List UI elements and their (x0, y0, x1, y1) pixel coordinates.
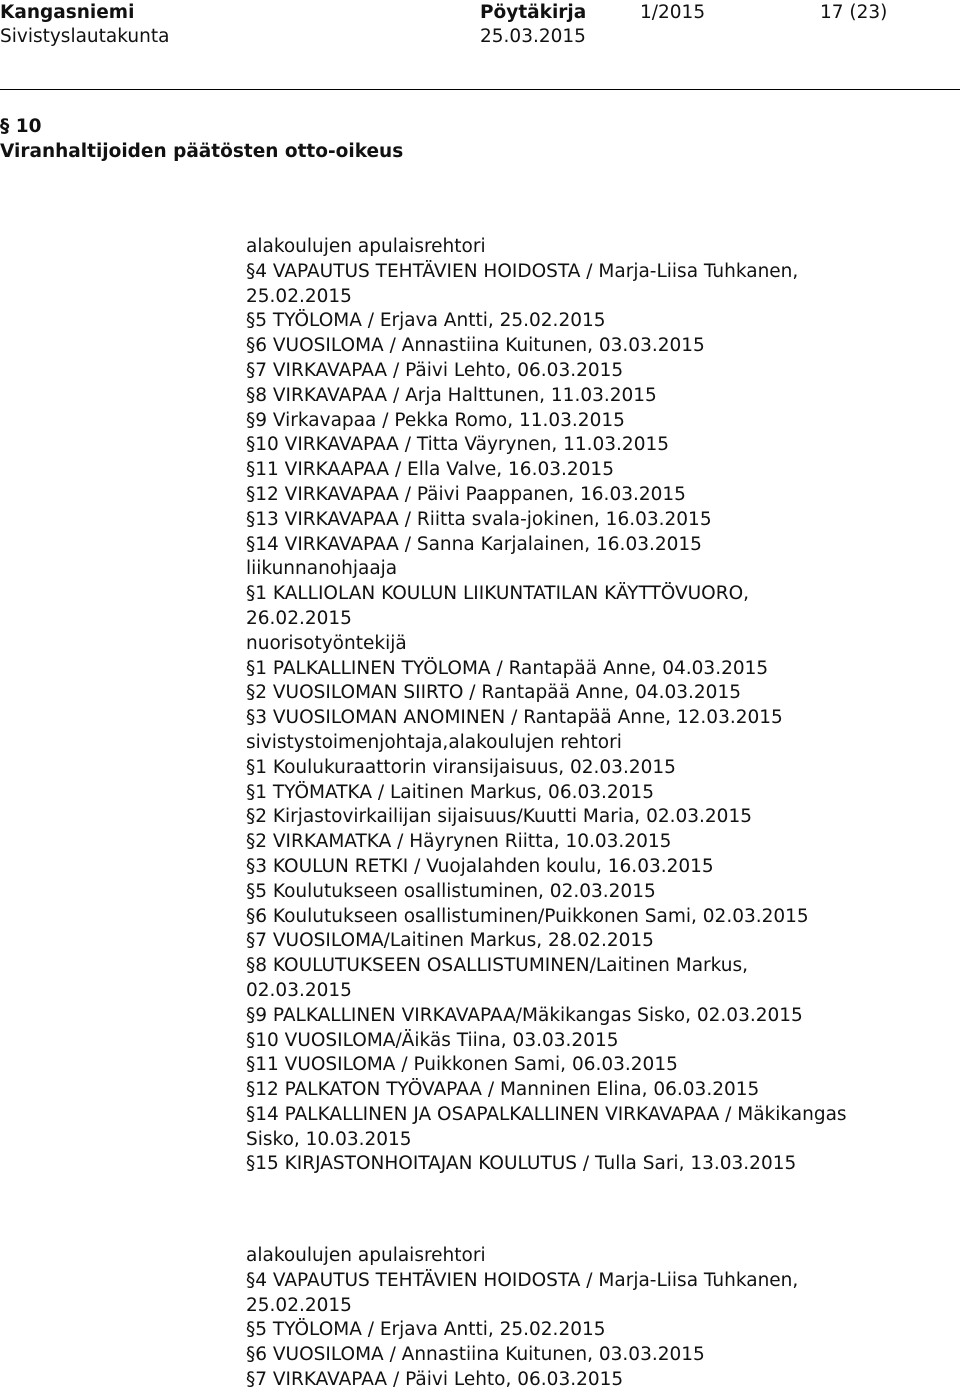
decision-list-2 (246, 1244, 946, 1393)
list-line: §3 KOULUN RETKI / Vuojalahden koulu, 16.03.2015 (246, 855, 714, 877)
list-line: §14 VIRKAVAPAA / Sanna Karjalainen, 16.03.2015 (246, 533, 702, 555)
list-line: §7 VIRKAVAPAA / Päivi Lehto, 06.03.2015 (246, 359, 624, 381)
list-line: §2 Kirjastovirkailijan sijaisuus/Kuutti Maria, 02.03.2015 (246, 806, 752, 828)
list-line: alakoulujen apulaisrehtori (246, 1245, 486, 1266)
list-line: §11 VUOSILOMA / Puikkonen Sami, 06.03.2015 (246, 1054, 678, 1076)
header-org: Kangasniemi (0, 2, 135, 23)
list-line: §2 VUOSILOMAN SIIRTO / Rantapää Anne, 04.03.2015 (246, 682, 741, 704)
section-title: Viranhaltijoiden päätösten otto-oikeus (0, 141, 404, 162)
list-line: alakoulujen apulaisrehtori (246, 236, 486, 257)
list-line: §2 VIRKAMATKA / Häyrynen Riitta, 10.03.2015 (246, 831, 672, 853)
list-line: §14 PALKALLINEN JA OSAPALKALLINEN VIRKAVAPAA / Mäkikangas (246, 1103, 847, 1125)
list-line: §10 VUOSILOMA/Äikäs Tiina, 03.03.2015 (246, 1029, 619, 1051)
list-line: §5 TYÖLOMA / Erjava Antti, 25.02.2015 (246, 310, 606, 332)
header-board: Sivistyslautakunta (0, 26, 170, 47)
header-divider (0, 89, 960, 90)
list-line: §10 VIRKAVAPAA / Titta Väyrynen, 11.03.2015 (246, 434, 670, 456)
list-line: nuorisotyöntekijä (246, 632, 407, 654)
header-doc-type: Pöytäkirja (480, 2, 587, 23)
list-line: Sisko, 10.03.2015 (246, 1128, 412, 1150)
header-issue: 1/2015 (640, 2, 706, 23)
list-line: 25.02.2015 (246, 1294, 352, 1316)
page-header (0, 0, 960, 50)
list-line: 02.03.2015 (246, 979, 352, 1001)
list-line: §4 VAPAUTUS TEHTÄVIEN HOIDOSTA / Marja-Liisa Tuhkanen, (246, 260, 799, 282)
list-line: §1 Koulukuraattorin viransijaisuus, 02.03.2015 (246, 756, 676, 778)
list-line: §11 VIRKAAPAA / Ella Valve, 16.03.2015 (246, 459, 614, 481)
list-line: §15 KIRJASTONHOITAJAN KOULUTUS / Tulla Sari, 13.03.2015 (246, 1153, 797, 1175)
list-line: sivistystoimenjohtaja,alakoulujen rehtori (246, 731, 622, 753)
list-line: 25.02.2015 (246, 285, 352, 307)
header-page: 17 (23) (820, 2, 888, 23)
header-date: 25.03.2015 (480, 26, 586, 47)
list-line: §6 VUOSILOMA / Annastiina Kuitunen, 03.03.2015 (246, 1344, 705, 1366)
list-line: §1 TYÖMATKA / Laitinen Markus, 06.03.2015 (246, 781, 654, 803)
list-line: §1 PALKALLINEN TYÖLOMA / Rantapää Anne, 04.03.2015 (246, 657, 769, 679)
list-line: §12 VIRKAVAPAA / Päivi Paappanen, 16.03.2015 (246, 483, 686, 505)
list-line: §1 KALLIOLAN KOULUN LIIKUNTATILAN KÄYTTÖVUORO, (246, 583, 750, 605)
list-line: §3 VUOSILOMAN ANOMINEN / Rantapää Anne, 12.03.2015 (246, 707, 783, 729)
list-line: §7 VIRKAVAPAA / Päivi Lehto, 06.03.2015 (246, 1368, 624, 1390)
list-line: §8 KOULUTUKSEEN OSALLISTUMINEN/Laitinen Markus, (246, 955, 749, 977)
list-line: §8 VIRKAVAPAA / Arja Halttunen, 11.03.2015 (246, 384, 657, 406)
section-number: § 10 (0, 116, 42, 137)
list-line: 26.02.2015 (246, 607, 352, 629)
list-line: §12 PALKATON TYÖVAPAA / Manninen Elina, 06.03.2015 (246, 1079, 760, 1101)
list-line: §6 Koulutukseen osallistuminen/Puikkonen Sami, 02.03.2015 (246, 905, 809, 927)
list-line: liikunnanohjaaja (246, 558, 398, 580)
list-line: §6 VUOSILOMA / Annastiina Kuitunen, 03.03.2015 (246, 335, 705, 357)
list-line: §13 VIRKAVAPAA / Riitta svala-jokinen, 16.03.2015 (246, 508, 712, 530)
list-line: §9 PALKALLINEN VIRKAVAPAA/Mäkikangas Sisko, 02.03.2015 (246, 1004, 803, 1026)
decision-list-1 (246, 235, 946, 1177)
list-line: §5 TYÖLOMA / Erjava Antti, 25.02.2015 (246, 1319, 606, 1341)
list-line: §9 Virkavapaa / Pekka Romo, 11.03.2015 (246, 409, 625, 431)
list-line: §7 VUOSILOMA/Laitinen Markus, 28.02.2015 (246, 930, 654, 952)
list-line: §4 VAPAUTUS TEHTÄVIEN HOIDOSTA / Marja-Liisa Tuhkanen, (246, 1269, 799, 1291)
list-line: §5 Koulutukseen osallistuminen, 02.03.2015 (246, 880, 656, 902)
